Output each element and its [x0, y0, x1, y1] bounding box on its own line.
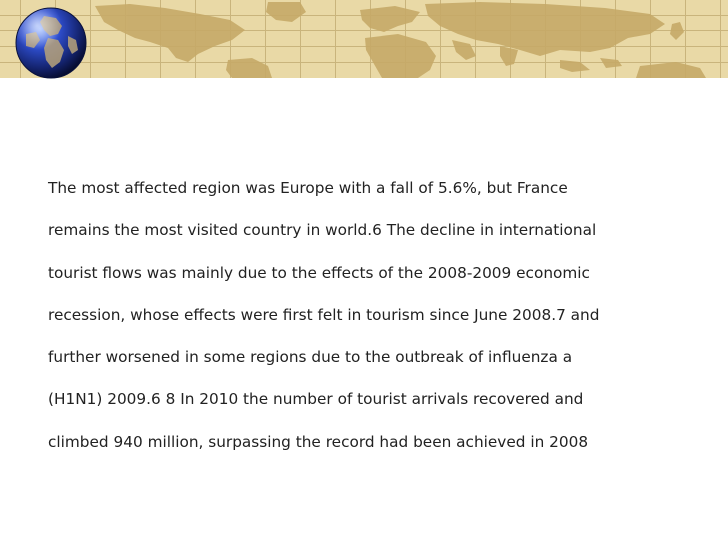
text-line: tourist flows was mainly due to the effects of the 2008-2009 economic	[48, 263, 590, 282]
text-line: climbed 940 million, surpassing the record had been achieved in 2008	[48, 432, 589, 451]
text-line: (H1N1) 2009.6 8 In 2010 the number of tourist arrivals recovered and	[48, 390, 584, 409]
world-map-banner	[0, 0, 728, 78]
text-line: recession, whose effects were first felt in tourism since June 2008.7 and	[48, 305, 600, 324]
globe-icon	[14, 6, 88, 80]
text-line: remains the most visited country in world.6 The decline in international	[48, 221, 597, 240]
text-line: The most affected region was Europe with a fall of 5.6%, but France	[48, 179, 568, 197]
body-text	[48, 178, 668, 474]
text-line: further worsened in some regions due to the outbreak of influenza a	[48, 348, 573, 367]
